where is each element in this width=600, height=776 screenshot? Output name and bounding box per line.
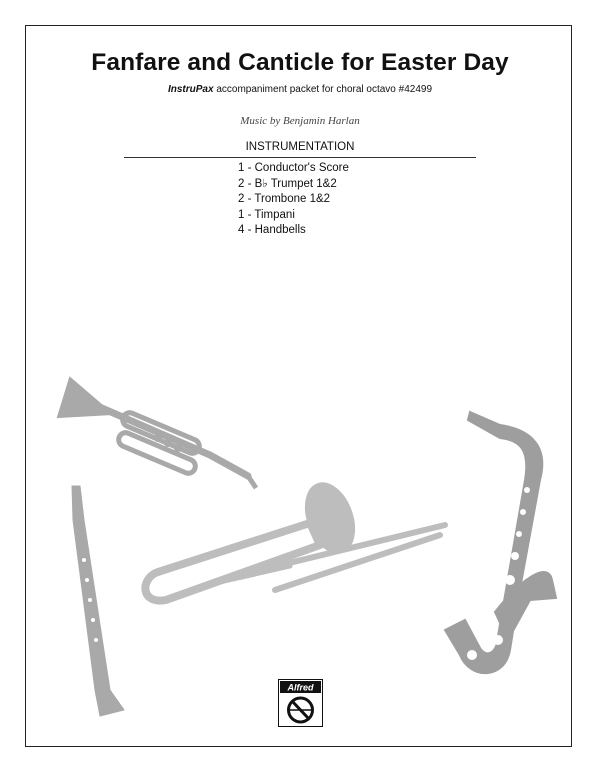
subtitle-text: accompaniment packet for choral octavo #42499 (213, 84, 433, 95)
trombone-icon (145, 477, 445, 601)
subtitle-brand: InstruPax (167, 84, 214, 95)
page-title: Fanfare and Canticle for Easter Day (91, 49, 509, 76)
composer-credit: Music by Benjamin Harlan (240, 115, 360, 127)
alfred-logo-icon (278, 679, 323, 727)
list-item: 4 - Handbells (238, 224, 306, 236)
list-item: 1 - Conductor's Score (238, 162, 349, 174)
logo-text: Alfred (287, 682, 314, 693)
saxophone-icon (445, 412, 556, 673)
list-item: 2 - Trombone 1&2 (238, 193, 331, 205)
list-item: 1 - Timpani (238, 208, 295, 221)
instrumentation-heading: INSTRUMENTATION (245, 141, 355, 153)
clarinet-icon (72, 486, 124, 716)
trumpet-icon (58, 378, 256, 488)
list-item: 2 - B♭ Trumpet 1&2 (238, 177, 337, 190)
